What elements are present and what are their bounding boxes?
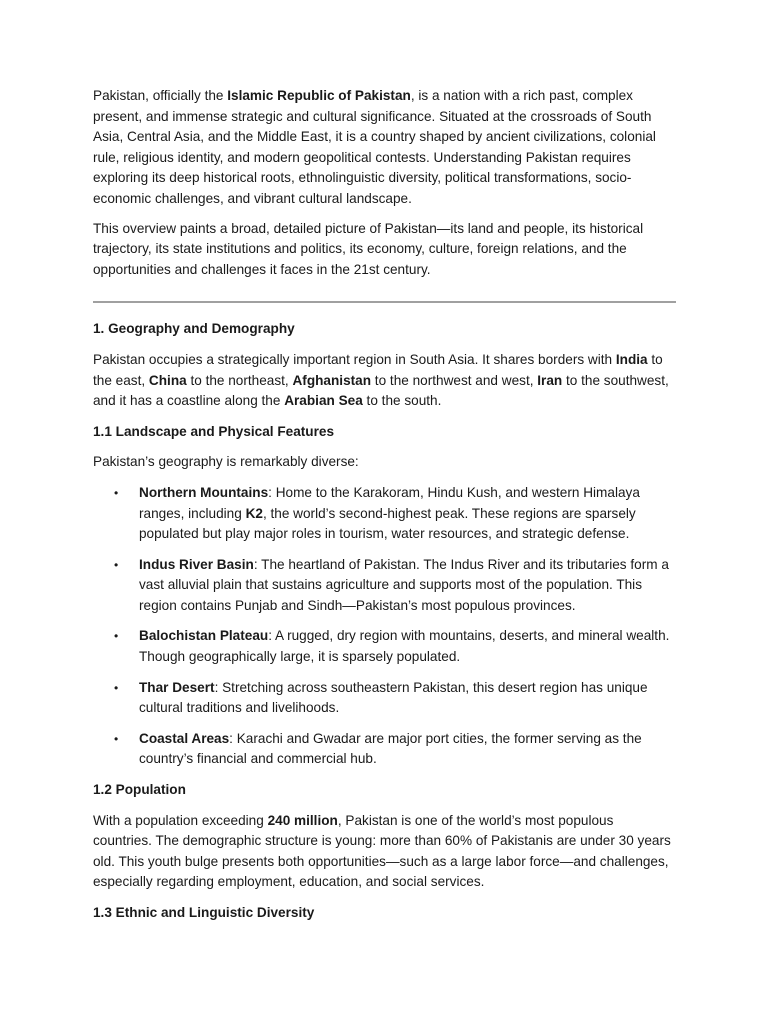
intro-paragraph-2: This overview paints a broad, detailed picture of Pakistan—its land and people, its historical trajectory, its state institutions and politics, its economy, culture, foreign relations, and the opportunities and challenges it faces in the 21st century.	[93, 220, 644, 277]
list-item	[93, 678, 676, 719]
subsection-heading-population: 1.2 Population	[93, 782, 186, 798]
list-item	[93, 729, 676, 770]
list-item	[93, 483, 676, 545]
intro-paragraph-1	[93, 86, 676, 210]
bullet-icon: •	[114, 731, 119, 746]
geo-text: to the northwest and west,	[371, 372, 538, 388]
population-paragraph	[93, 811, 676, 893]
subsection-heading-landscape: 1.1 Landscape and Physical Features	[93, 423, 335, 439]
bullet-icon: •	[114, 485, 119, 500]
section-heading-geography: 1. Geography and Demography	[93, 321, 295, 337]
list-item-text: : The heartland of Pakistan. The Indus River and its tributaries form a vast alluvial plain that sustains agriculture and supports most of the population. This region contains Punjab and Sindh—Pakistan’s most populous provinces.	[139, 556, 669, 613]
list-item-text: : Karachi and Gwadar are major port cities, the former serving as the country’s financial and commercial hub.	[139, 730, 642, 767]
geo-text: to the south.	[362, 393, 442, 409]
list-item-text: : A rugged, dry region with mountains, deserts, and mineral wealth. Though geographically large, it is sparsely populated.	[139, 628, 670, 665]
intro-text: Pakistan, officially the	[93, 88, 228, 103]
list-item-title: Northern Mountains	[139, 484, 269, 500]
bold-k2: K2	[245, 505, 263, 521]
geo-text: to the southwest, and it has a coastline along the	[93, 372, 669, 409]
bullet-icon: •	[114, 680, 119, 695]
bold-india: India	[615, 351, 648, 367]
geo-text: Pakistan occupies a strategically important region in South Asia. It shares borders with	[93, 351, 616, 367]
list-item-title: Balochistan Plateau	[139, 628, 269, 644]
list-item-text: : Home to the Karakoram, Hindu Kush, and western Himalaya ranges, including	[139, 484, 640, 521]
bold-population: 240 million	[267, 812, 338, 828]
intro-text: , is a nation with a rich past, complex present, and immense strategic and cultural significance. Situated at the crossroads of South Asia, Central Asia, and the Middle East, it is a country shaped by ancient civilizations, colonial rule, religious identity, and modern geopolitical contests. Understanding Pakistan requires exploring its deep historical roots, ethnolinguistic diversity, political transformations, socio-economic challenges, and vibrant cultural landscape.	[93, 88, 656, 206]
list-item-title: Coastal Areas	[139, 730, 230, 746]
list-item-title: Thar Desert	[139, 679, 215, 695]
list-item	[93, 626, 676, 667]
bold-arabian-sea: Arabian Sea	[284, 393, 363, 409]
geo-text: to the east,	[93, 351, 663, 388]
list-item-text: , the world’s second-highest peak. These regions are sparsely populated but play major roles in tourism, water resources, and strategic defense.	[139, 505, 636, 542]
landscape-lead: Pakistan’s geography is remarkably diverse:	[93, 454, 359, 470]
geography-paragraph	[93, 350, 676, 412]
subsection-heading-ethnic: 1.3 Ethnic and Linguistic Diversity	[93, 905, 315, 920]
feature-list	[93, 483, 676, 770]
bold-iran: Iran	[537, 372, 563, 388]
geo-text: to the northeast,	[186, 372, 293, 388]
bold-afghanistan: Afghanistan	[292, 372, 372, 388]
list-item	[93, 555, 676, 617]
list-item-text: : Stretching across southeastern Pakistan, this desert region has unique cultural traditions and livelihoods.	[139, 679, 648, 716]
bullet-icon: •	[114, 557, 119, 572]
intro-bold-name: Islamic Republic of Pakistan	[227, 88, 411, 103]
bullet-icon: •	[114, 629, 119, 644]
pop-text: With a population exceeding	[93, 812, 268, 828]
section-divider	[93, 301, 676, 303]
bold-china: China	[148, 372, 187, 388]
list-item-title: Indus River Basin	[139, 556, 254, 572]
pop-text: , Pakistan is one of the world’s most populous countries. The demographic structure is young: more than 60% of Pakistanis are under 30 years old. This youth bulge presents both opportunities—such as a large labor force—and challenges, especially regarding employment, education, and social services.	[93, 812, 671, 890]
